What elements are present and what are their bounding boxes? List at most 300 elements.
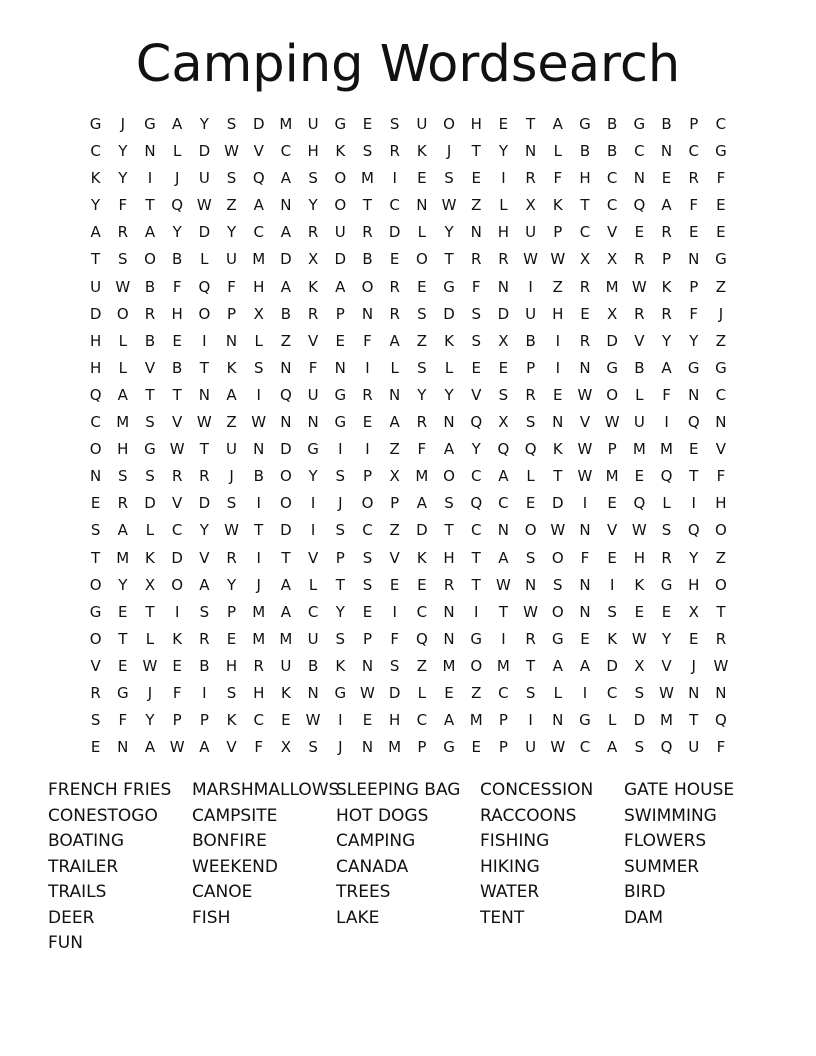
grid-cell: M (116, 413, 130, 432)
grid-cell: V (144, 358, 156, 377)
grid-cell: I (338, 711, 343, 730)
grid-cell: T (471, 575, 481, 594)
grid-cell: I (664, 413, 669, 432)
grid-cell: A (172, 115, 183, 133)
grid-cell: R (117, 223, 128, 242)
grid-cell: A (661, 358, 672, 377)
grid-cell: N (470, 223, 482, 242)
grid-cell: E (417, 169, 427, 188)
grid-cell: U (416, 115, 428, 133)
grid-cell: X (389, 467, 400, 486)
grid-cell: Y (199, 115, 209, 133)
grid-cell: W (577, 467, 593, 486)
grid-cell: E (417, 277, 427, 296)
word-list-item: BIRD (624, 882, 666, 902)
grid-cell: L (172, 142, 182, 161)
grid-cell: O (415, 250, 428, 269)
grid-cell: Y (417, 385, 427, 404)
grid-cell: I (174, 602, 180, 621)
word-list-item: HIKING (480, 856, 540, 877)
grid-cell: V (471, 385, 482, 404)
grid-cell: Y (661, 629, 672, 648)
grid-cell: D (443, 304, 455, 323)
grid-cell: R (389, 304, 400, 323)
word-list-item: CAMPSITE (192, 805, 278, 826)
grid-cell: B (172, 250, 183, 269)
grid-cell: K (280, 683, 291, 702)
grid-cell: S (335, 521, 346, 540)
grid-cell: H (225, 656, 238, 675)
grid-cell: I (256, 548, 261, 567)
grid-cell: F (363, 331, 372, 350)
grid-cell: Q (280, 385, 292, 404)
grid-cell: Y (498, 142, 508, 161)
grid-cell: O (171, 575, 184, 594)
grid-cell: J (120, 115, 125, 133)
grid-cell: N (688, 385, 700, 404)
grid-cell: C (634, 142, 645, 161)
grid-cell: A (280, 575, 292, 594)
grid-cell: F (716, 169, 726, 188)
grid-row (82, 138, 735, 165)
word-list-item: RACCOONS (480, 805, 577, 826)
grid-cell: N (579, 575, 591, 594)
grid-cell: T (199, 440, 209, 459)
grid-cell: I (256, 385, 261, 404)
grid-cell: S (308, 738, 318, 757)
grid-cell: E (580, 304, 590, 323)
grid-cell: S (525, 413, 536, 432)
grid-cell: N (280, 196, 292, 215)
grid-cell: Z (715, 277, 727, 296)
grid-cell: W (441, 196, 457, 215)
grid-cell: E (172, 331, 182, 350)
grid-cell: Z (389, 440, 400, 459)
grid-cell: E (661, 169, 672, 188)
grid-row (82, 219, 735, 246)
grid-cell: N (579, 521, 591, 540)
grid-cell: H (443, 548, 455, 567)
grid-cell: L (145, 629, 155, 648)
grid-cell: G (715, 358, 727, 377)
grid-cell: M (632, 440, 646, 459)
grid-cell: U (525, 738, 537, 757)
grid-cell: M (116, 548, 130, 567)
grid-cell: R (688, 169, 699, 188)
grid-cell: I (691, 494, 696, 513)
grid-cell: Z (226, 413, 237, 432)
grid-cell: L (417, 683, 427, 702)
grid-cell: W (495, 575, 511, 594)
grid-cell: S (253, 358, 264, 377)
grid-cell: Y (661, 331, 672, 350)
grid-cell: Q (687, 521, 700, 540)
grid-cell: A (280, 223, 292, 242)
grid-cell: N (198, 385, 210, 404)
grid-cell: E (172, 656, 182, 675)
grid-cell: J (174, 169, 180, 188)
grid-cell: S (226, 169, 237, 188)
grid-cell: T (145, 196, 155, 215)
grid-cell: S (90, 521, 101, 540)
word-list-item: TREES (336, 882, 391, 902)
grid-cell: U (633, 413, 645, 432)
grid-cell: T (172, 385, 182, 404)
grid-cell: N (280, 358, 292, 377)
grid-cell: C (688, 142, 699, 161)
grid-cell: U (307, 115, 319, 133)
grid-cell: A (117, 385, 128, 404)
grid-cell: H (253, 277, 265, 296)
grid-cell: G (606, 358, 618, 377)
grid-cell: M (252, 250, 266, 269)
grid-cell: L (635, 385, 644, 404)
grid-cell: A (280, 277, 292, 296)
grid-cell: E (553, 385, 563, 404)
grid-cell: I (202, 683, 207, 702)
grid-cell: I (202, 331, 207, 350)
grid-cell: C (362, 521, 373, 540)
grid-cell: B (607, 142, 618, 161)
grid-cell: S (634, 683, 645, 702)
grid-cell: K (416, 142, 427, 161)
grid-cell: G (334, 683, 347, 702)
word-list (48, 778, 768, 957)
grid-cell: F (417, 440, 427, 459)
grid-cell: E (688, 223, 699, 242)
grid-cell: S (118, 467, 128, 486)
grid-cell: Q (660, 738, 673, 757)
grid-cell: F (689, 304, 699, 323)
grid-cell: X (579, 250, 591, 269)
grid-cell: I (501, 169, 506, 188)
grid-cell: C (253, 711, 264, 730)
grid-cell: E (362, 115, 373, 133)
grid-cell: A (498, 548, 509, 567)
grid-cell: K (145, 548, 155, 567)
grid-cell: O (551, 602, 564, 621)
grid-cell: P (227, 304, 237, 323)
word-list-item: FRENCH FRIES (48, 780, 172, 800)
grid-cell: T (444, 521, 454, 540)
page-title: Camping Wordsearch (135, 35, 681, 94)
grid-cell: A (498, 467, 509, 486)
grid-cell: V (172, 413, 183, 432)
grid-cell: U (688, 738, 700, 757)
grid-cell: B (579, 142, 591, 161)
grid-cell: I (582, 683, 588, 702)
grid-cell: A (389, 413, 400, 432)
word-list-item: LAKE (336, 907, 380, 928)
grid-cell: Q (687, 413, 700, 432)
grid-cell: N (443, 629, 455, 648)
grid-cell: V (199, 548, 210, 567)
grid-cell: D (633, 711, 646, 730)
grid-cell: V (389, 548, 400, 567)
grid-cell: F (716, 738, 726, 757)
grid-cell: R (416, 413, 428, 432)
grid-cell: H (89, 358, 102, 377)
grid-cell: V (607, 521, 618, 540)
grid-cell: S (525, 683, 536, 702)
grid-cell: K (226, 711, 237, 730)
grid-cell: Z (416, 331, 427, 350)
grid-row (82, 382, 735, 409)
grid-cell: P (199, 711, 209, 730)
grid-cell: G (551, 629, 564, 648)
grid-cell: M (252, 629, 266, 648)
grid-cell: S (553, 575, 563, 594)
grid-cell: T (526, 115, 536, 133)
grid-cell: H (307, 142, 319, 161)
grid-cell: S (417, 358, 427, 377)
grid-cell: Z (552, 277, 563, 296)
grid-cell: G (89, 115, 102, 133)
grid-cell: P (553, 223, 563, 242)
grid-cell: A (661, 196, 672, 215)
grid-cell: S (389, 115, 400, 133)
grid-cell: F (580, 548, 590, 567)
grid-cell: C (470, 467, 482, 486)
grid-cell: A (90, 223, 101, 242)
grid-cell: E (688, 440, 699, 459)
grid-cell: T (689, 711, 699, 730)
grid-cell: Y (308, 196, 318, 215)
grid-cell: D (144, 494, 156, 513)
grid-cell: M (660, 711, 673, 730)
grid-cell: R (389, 277, 400, 296)
grid-cell: E (417, 575, 427, 594)
grid-cell: A (335, 277, 346, 296)
grid-cell: D (388, 223, 401, 242)
grid-cell: D (552, 494, 564, 513)
grid-cell: R (307, 223, 319, 242)
grid-cell: R (117, 494, 128, 513)
grid-cell: D (606, 656, 618, 675)
grid-cell: E (471, 738, 481, 757)
grid-cell: P (335, 548, 345, 567)
grid-cell: V (634, 331, 645, 350)
grid-cell: K (335, 142, 346, 161)
grid-cell: L (200, 250, 209, 269)
grid-cell: D (334, 250, 347, 269)
grid-cell: H (715, 494, 727, 513)
grid-cell: G (660, 575, 673, 594)
word-list-item: TENT (480, 907, 525, 928)
grid-cell: G (687, 358, 700, 377)
grid-cell: C (470, 521, 482, 540)
grid-cell: O (443, 467, 455, 486)
grid-cell: L (145, 521, 155, 540)
grid-cell: N (253, 440, 265, 459)
grid-cell: B (307, 656, 319, 675)
grid-cell: Q (660, 467, 673, 486)
grid-cell: E (362, 711, 373, 730)
grid-cell: L (254, 331, 263, 350)
grid-cell: N (497, 277, 510, 296)
grid-cell: U (280, 656, 292, 675)
grid-cell: H (497, 223, 510, 242)
grid-cell: X (607, 250, 618, 269)
grid-cell: X (634, 656, 645, 675)
grid-cell: S (145, 467, 155, 486)
grid-cell: K (634, 575, 645, 594)
grid-cell: N (280, 413, 292, 432)
grid-cell: X (307, 250, 319, 269)
grid-cell: V (607, 223, 618, 242)
grid-cell: R (362, 223, 373, 242)
grid-cell: S (145, 413, 155, 432)
grid-cell: E (471, 358, 481, 377)
grid-cell: A (253, 196, 264, 215)
grid-cell: I (609, 575, 615, 594)
grid-cell: Y (172, 223, 182, 242)
grid-cell: T (471, 548, 481, 567)
grid-cell: N (389, 385, 401, 404)
grid-row (82, 626, 735, 653)
grid-cell: X (498, 413, 509, 432)
grid-cell: T (199, 358, 209, 377)
word-list-item: FISHING (480, 831, 550, 851)
grid-cell: E (444, 683, 454, 702)
grid-cell: O (470, 656, 483, 675)
grid-cell: E (281, 711, 291, 730)
grid-cell: Y (118, 575, 128, 594)
grid-cell: I (582, 494, 588, 513)
grid-cell: O (89, 629, 102, 648)
grid-cell: T (91, 548, 101, 567)
word-list-item: FLOWERS (624, 831, 707, 851)
grid-cell: P (498, 711, 508, 730)
grid-cell: G (307, 440, 319, 459)
grid-cell: D (89, 304, 102, 323)
grid-cell: T (362, 196, 373, 215)
grid-cell: F (254, 738, 264, 757)
grid-cell: I (392, 602, 397, 621)
grid-cell: X (607, 304, 618, 323)
grid-cell: S (226, 683, 237, 702)
grid-cell: G (334, 385, 347, 404)
grid-cell: Y (118, 142, 128, 161)
grid-cell: N (361, 656, 374, 675)
grid-cell: L (444, 358, 454, 377)
grid-cell: N (524, 575, 537, 594)
grid-cell: O (334, 196, 347, 215)
grid-cell: F (716, 467, 726, 486)
grid-cell: T (689, 467, 699, 486)
grid-row (82, 572, 735, 599)
grid-row (82, 301, 735, 328)
grid-cell: K (552, 440, 563, 459)
grid-cell: T (281, 548, 291, 567)
grid-cell: C (606, 196, 618, 215)
grid-cell: D (198, 494, 211, 513)
grid-cell: G (89, 602, 102, 621)
grid-cell: O (551, 548, 564, 567)
grid-cell: F (471, 277, 481, 296)
grid-cell: P (362, 467, 372, 486)
grid-cell: J (446, 142, 452, 161)
grid-cell: M (279, 115, 293, 133)
grid-cell: N (307, 683, 319, 702)
grid-cell: D (198, 223, 211, 242)
grid-cell: R (579, 331, 591, 350)
grid-cell: Z (471, 683, 482, 702)
grid-cell: J (338, 494, 343, 513)
grid-cell: B (199, 656, 210, 675)
grid-cell: T (553, 467, 563, 486)
grid-cell: M (442, 656, 456, 675)
grid-cell: W (523, 250, 539, 269)
grid-cell: R (634, 304, 645, 323)
grid-cell: D (416, 521, 428, 540)
grid-cell: R (90, 683, 101, 702)
grid-cell: S (389, 656, 400, 675)
grid-cell: V (715, 440, 727, 459)
grid-cell: E (389, 575, 400, 594)
grid-cell: A (199, 738, 210, 757)
grid-cell: T (444, 250, 454, 269)
grid-row (82, 734, 735, 761)
grid-cell: S (226, 494, 237, 513)
grid-cell: Y (689, 331, 699, 350)
grid-cell: G (470, 629, 483, 648)
grid-cell: E (226, 629, 237, 648)
grid-cell: W (196, 413, 212, 432)
grid-cell: C (715, 115, 727, 133)
grid-cell: P (498, 738, 508, 757)
grid-cell: H (470, 115, 482, 133)
grid-cell: B (253, 467, 264, 486)
grid-cell: P (417, 738, 427, 757)
grid-cell: B (607, 115, 618, 133)
grid-cell: A (443, 711, 455, 730)
grid-cell: C (171, 521, 183, 540)
grid-cell: N (225, 331, 238, 350)
grid-cell: Q (633, 196, 646, 215)
grid-cell: C (90, 142, 101, 161)
grid-cell: E (498, 358, 509, 377)
grid-cell: G (715, 142, 727, 161)
grid-cell: Y (444, 385, 454, 404)
grid-cell: R (471, 250, 482, 269)
grid-cell: F (689, 196, 699, 215)
grid-cell: F (118, 711, 128, 730)
grid-cell: C (416, 602, 428, 621)
grid-cell: H (89, 331, 102, 350)
grid-cell: N (552, 413, 564, 432)
grid-row (82, 328, 735, 355)
grid-cell: A (443, 440, 455, 459)
grid-cell: L (390, 358, 399, 377)
grid-cell: Q (715, 711, 727, 730)
grid-cell: E (90, 494, 101, 513)
grid-cell: T (526, 656, 536, 675)
grid-cell: D (280, 440, 292, 459)
grid-cell: M (496, 656, 510, 675)
grid-cell: Q (252, 169, 265, 188)
grid-cell: Y (91, 196, 101, 215)
grid-cell: Q (171, 196, 184, 215)
grid-cell: K (416, 548, 427, 567)
grid-cell: W (550, 738, 566, 757)
grid-cell: W (713, 656, 729, 675)
grid-cell: C (498, 494, 509, 513)
grid-cell: D (252, 115, 265, 133)
grid-cell: A (607, 738, 618, 757)
grid-cell: V (226, 738, 237, 757)
grid-cell: S (444, 169, 454, 188)
